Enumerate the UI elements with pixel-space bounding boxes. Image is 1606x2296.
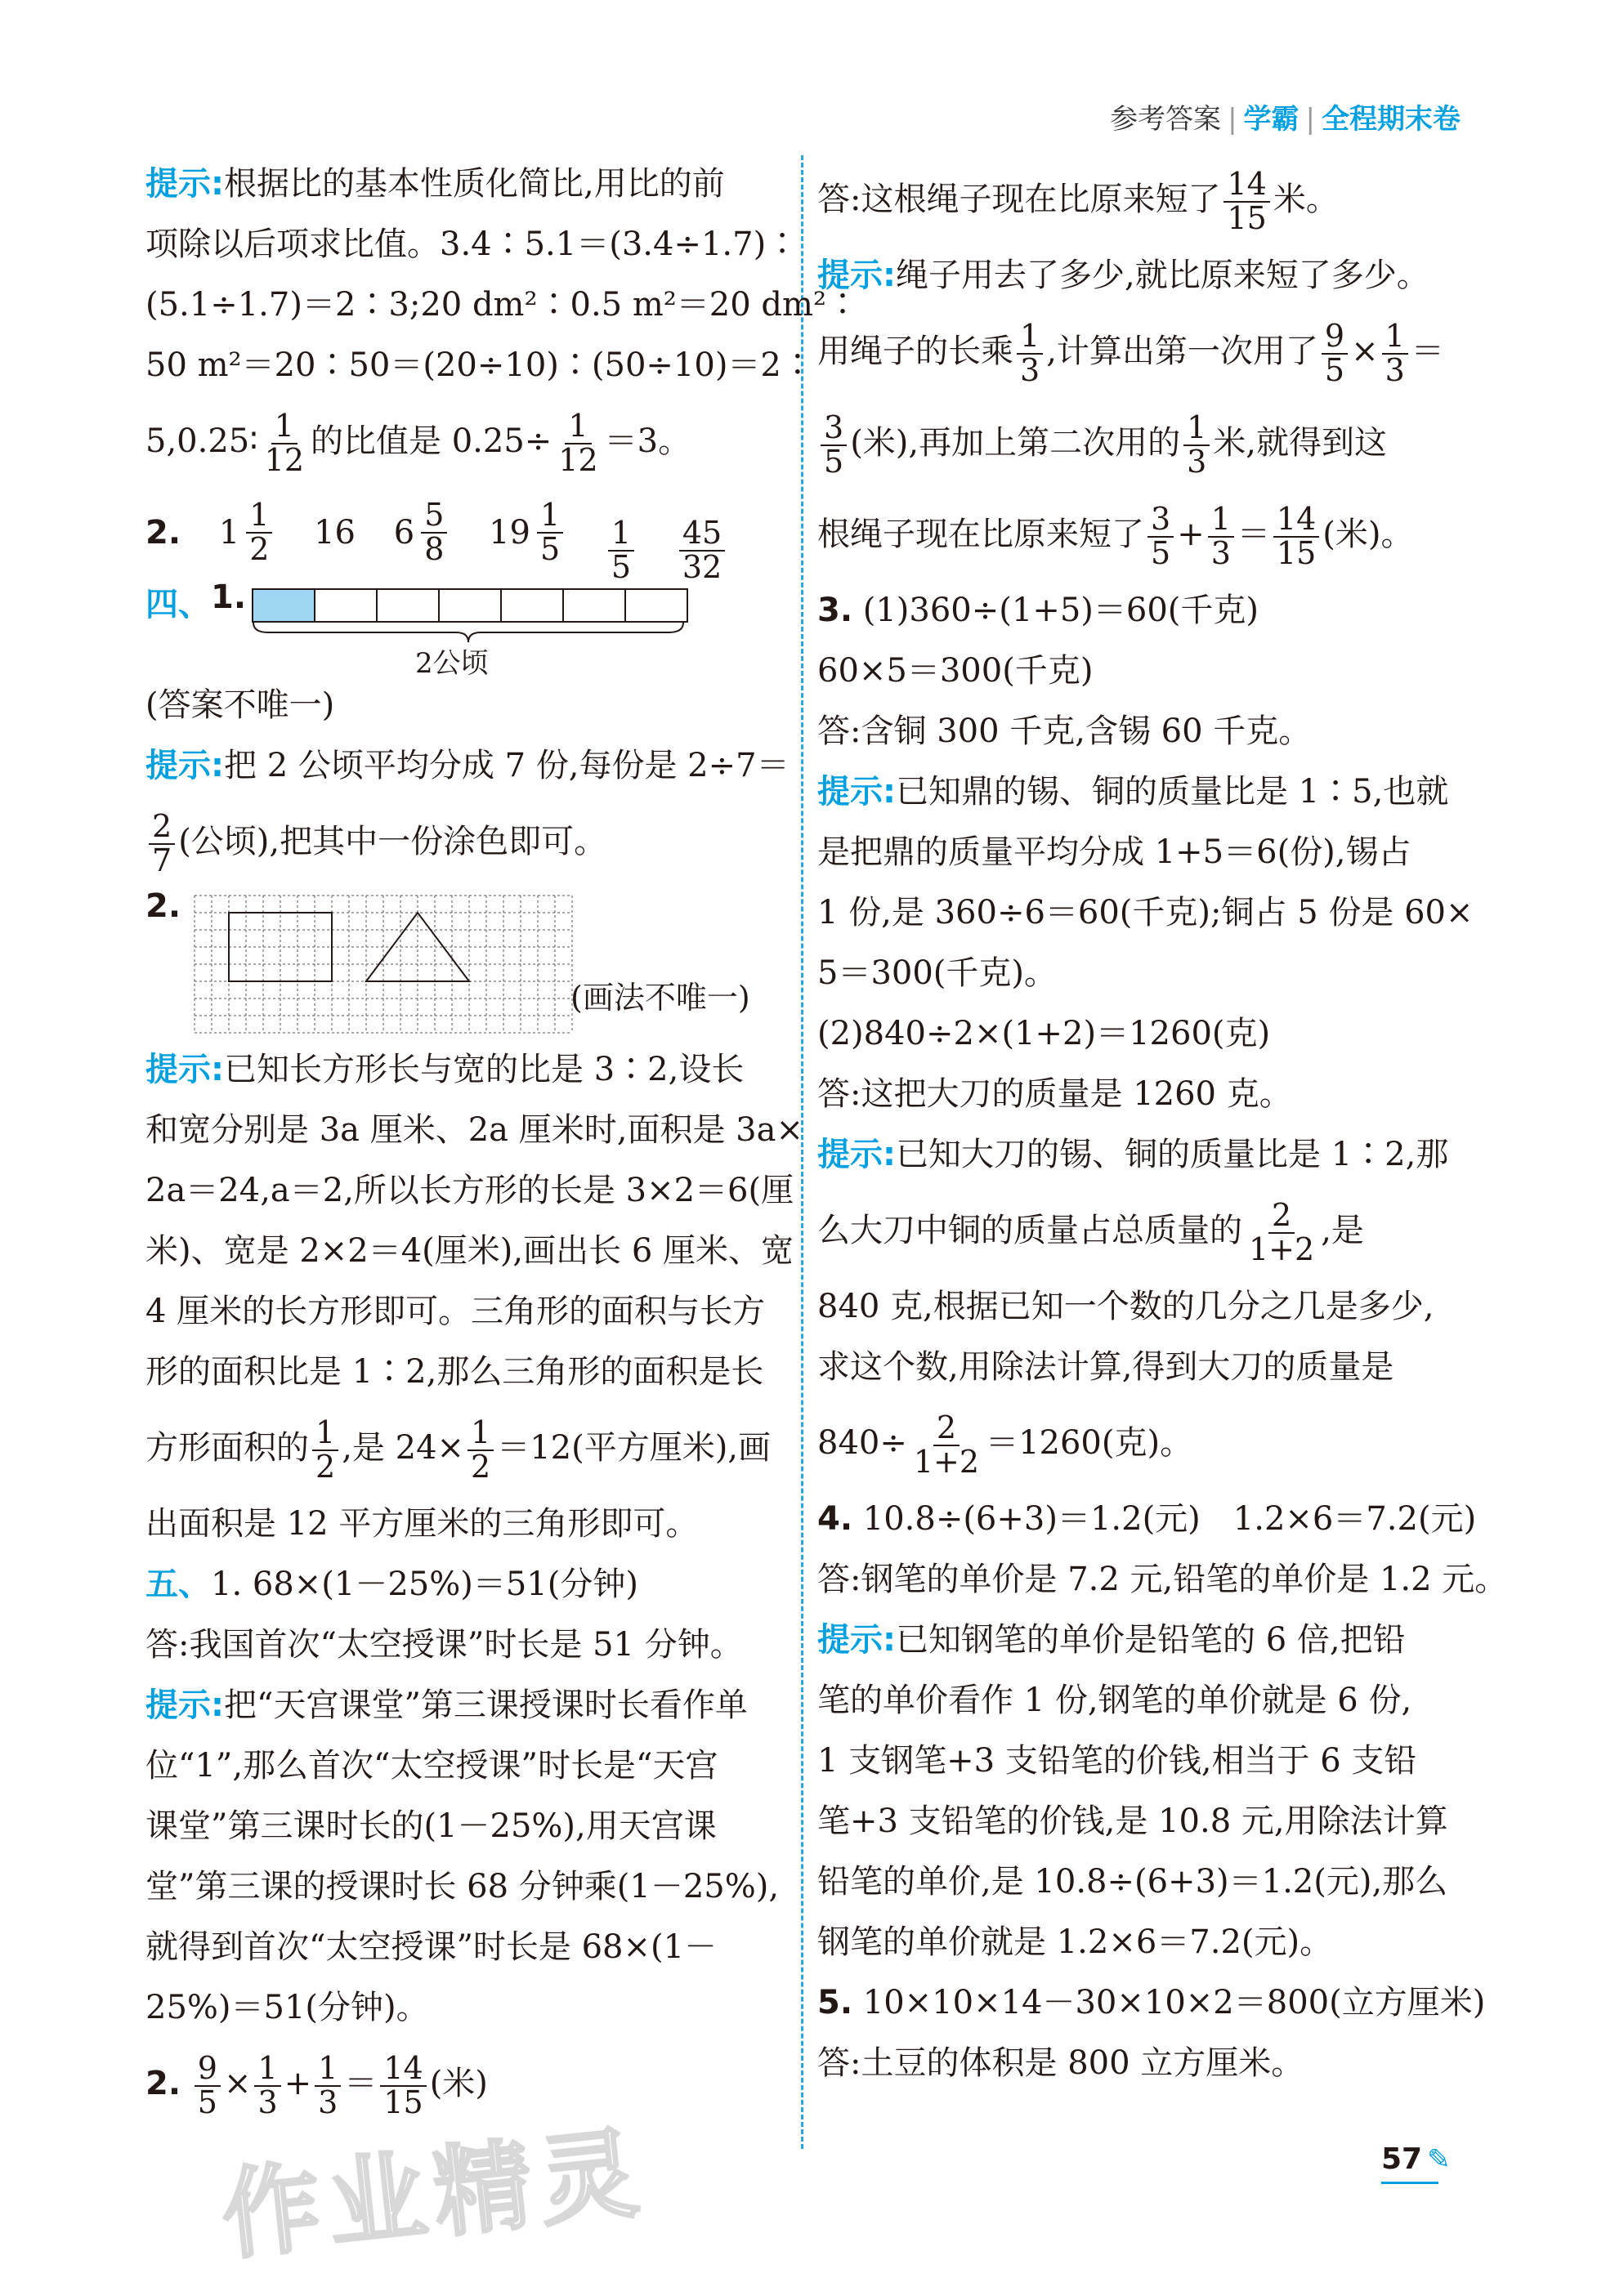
text-line: (2)840÷2×(1+2)＝1260(克) bbox=[817, 1015, 1271, 1052]
text-line: 和宽分别是 3a 厘米、2a 厘米时,面积是 3a× bbox=[145, 1111, 803, 1149]
dot-grid-drawing bbox=[178, 887, 562, 1039]
grid-figure: 2. (画法不唯一) bbox=[145, 887, 775, 1039]
text-line: 4 厘米的长方形即可。三角形的面积与长方 bbox=[145, 1293, 766, 1330]
text-line: 五、1. 68×(1－25%)＝51(分钟) bbox=[145, 1566, 638, 1603]
text-line: 形的面积比是 1∶2,那么三角形的面积是长 bbox=[145, 1353, 764, 1391]
shaded-part bbox=[253, 590, 315, 621]
fraction: $\frac{45}{32}$ bbox=[676, 517, 728, 584]
text-line: 出面积是 12 平方厘米的三角形即可。 bbox=[145, 1505, 699, 1543]
fraction: $\frac{1}{12}$ bbox=[558, 408, 598, 478]
text-line: 就得到首次“太空授课”时长是 68×(1－ bbox=[145, 1928, 718, 1966]
drawing-note: (画法不唯一) bbox=[570, 980, 750, 1016]
text-line: 堂”第三课的授课时长 68 分钟乘(1－25%), bbox=[145, 1868, 780, 1905]
text-line: 求这个数,用除法计算,得到大刀的质量是 bbox=[817, 1348, 1394, 1386]
mixed-number: 1 $\frac{1}{2}$ bbox=[219, 487, 276, 578]
text-line: 位“1”,那么首次“太空授课”时长是“天宫 bbox=[145, 1747, 718, 1785]
text-line: 用绳子的长乘 $\frac{1}{3}$ ,计算出第一次用了 $\frac{9}{5}$ × $\frac{1}{3}$ ＝ bbox=[817, 318, 1444, 388]
text-line: 840 克,根据已知一个数的几分之几是多少, bbox=[817, 1288, 1434, 1325]
text-line: 答:这把大刀的质量是 1260 克。 bbox=[817, 1075, 1292, 1113]
answer-list: 2. 1 $\frac{1}{2}$ 16 6 $\frac{5}{8}$ 19 $\frac{1}{5}$ $\frac{1}{5}$ $\frac{45}{32}$ bbox=[145, 487, 775, 578]
page-header: 参考答案 | 学霸 | 全程期末卷 bbox=[1110, 103, 1461, 136]
text-line: 方形面积的 $\frac{1}{2}$ ,是 24× $\frac{1}{2}$ ＝12(平方厘米),画 bbox=[145, 1414, 772, 1485]
text-line: 5,0.25∶ $\frac{1}{12}$ 的比值是 0.25÷ $\frac{1}{12}$ ＝3。 bbox=[145, 408, 691, 478]
text-line: 4. 10.8÷(6+3)＝1.2(元) 1.2×6＝7.2(元) bbox=[817, 1500, 1477, 1538]
text-line: 2a＝24,a＝2,所以长方形的长是 3×2＝6(厘 bbox=[145, 1172, 794, 1209]
text-line: 项除以后项求比值。3.4∶5.1＝(3.4÷1.7)∶ bbox=[145, 226, 799, 263]
text-line: 提示:已知长方形长与宽的比是 3∶2,设长 bbox=[145, 1051, 745, 1088]
text-line: 提示:绳子用去了多少,就比原来短了多少。 bbox=[817, 257, 1429, 294]
text-line: 提示:把“天宫课堂”第三课授课时长看作单 bbox=[145, 1686, 748, 1724]
text-line: 笔的单价看作 1 份,钢笔的单价就是 6 份, bbox=[817, 1682, 1412, 1719]
text-line: 是把鼎的质量平均分成 1+5＝6(份),锡占 bbox=[817, 833, 1411, 871]
text-line: (5.1÷1.7)＝2∶3;20 dm²∶0.5 m²＝20 dm²∶ bbox=[145, 286, 859, 324]
mixed-number: 19 $\frac{1}{5}$ bbox=[489, 487, 566, 578]
text-line: 课堂”第三课时长的(1－25%),用天宫课 bbox=[145, 1807, 717, 1845]
equation-line: 2. $\frac{9}{5}$ × $\frac{1}{3}$ + $\frac{1}{3}$ ＝ $\frac{14}{15}$ (米) bbox=[145, 2050, 488, 2120]
text-line: 答:这根绳子现在比原来短了 $\frac{14}{15}$ 米。 bbox=[817, 166, 1339, 236]
column-divider bbox=[801, 155, 803, 2149]
fraction: $\frac{1}{12}$ bbox=[264, 408, 304, 478]
text-line: 提示:已知大刀的锡、铜的质量比是 1∶2,那 bbox=[817, 1136, 1449, 1173]
text-line: 答:土豆的体积是 800 立方厘米。 bbox=[817, 2044, 1304, 2082]
text-line: 60×5＝300(千克) bbox=[817, 652, 1094, 690]
text-line: 么大刀中铜的质量占总质量的 $\frac{2}{1+2}$ ,是 bbox=[817, 1197, 1364, 1267]
text-line: 答:含铜 300 千克,含锡 60 千克。 bbox=[817, 712, 1312, 750]
bar-figure: 四、 1. 2公顷 bbox=[145, 578, 775, 675]
text-line: 提示:把 2 公顷平均分成 7 份,每份是 2÷7＝ bbox=[145, 747, 790, 784]
right-column bbox=[817, 154, 1508, 2093]
page-number: 57 ✎ bbox=[1381, 2142, 1451, 2176]
fraction: $\frac{1}{5}$ bbox=[605, 517, 637, 584]
text-line: 1 份,是 360÷6＝60(千克);铜占 5 份是 60× bbox=[817, 894, 1474, 931]
text-line: 25%)＝51(分钟)。 bbox=[145, 1989, 429, 2026]
hectare-bar bbox=[252, 588, 688, 623]
text-line: 840÷ $\frac{2}{1+2}$ ＝1260(克)。 bbox=[817, 1409, 1193, 1480]
bar-label: 2公顷 bbox=[415, 647, 489, 680]
watermark: 作业精灵 bbox=[217, 2116, 651, 2274]
text-line: 3. (1)360÷(1+5)＝60(千克) bbox=[817, 592, 1259, 629]
text-line: 米)、宽是 2×2＝4(厘米),画出长 6 厘米、宽 bbox=[145, 1232, 794, 1270]
header-answer-key: 参考答案 bbox=[1110, 103, 1222, 136]
text-line: (答案不唯一) bbox=[145, 686, 335, 724]
text-line: 铅笔的单价,是 10.8÷(6+3)＝1.2(元),那么 bbox=[817, 1863, 1448, 1901]
text-line: 5＝300(千克)。 bbox=[817, 954, 1058, 992]
left-column bbox=[145, 154, 859, 2129]
text-line: 提示:根据比的基本性质化简比,用比的前 bbox=[145, 165, 725, 203]
header-brand: 学霸 bbox=[1243, 103, 1300, 136]
text-line: 5. 10×10×14－30×10×2＝800(立方厘米) bbox=[817, 1984, 1486, 2021]
number: 16 bbox=[314, 514, 356, 552]
text-line: 1 支钢笔+3 支铅笔的价钱,相当于 6 支铅 bbox=[817, 1742, 1417, 1780]
text-line: $\frac{3}{5}$ (米),再加上第二次用的 $\frac{1}{3}$ 米,就得到这 bbox=[817, 397, 1447, 489]
text-line: 钢笔的单价就是 1.2×6＝7.2(元)。 bbox=[817, 1923, 1333, 1961]
text-line: 50 m²＝20∶50＝(20÷10)∶(50÷10)＝2∶ bbox=[145, 346, 814, 384]
text-line: 答:钢笔的单价是 7.2 元,铅笔的单价是 1.2 元。 bbox=[817, 1561, 1508, 1598]
text-line: 根绳子现在比原来短了 $\frac{3}{5}$ + $\frac{1}{3}$ ＝ $\frac{14}{15}$ (米)。 bbox=[817, 501, 1414, 571]
text-line: 答:我国首次“太空授课”时长是 51 分钟。 bbox=[145, 1626, 743, 1664]
text-line: 提示:已知鼎的锡、铜的质量比是 1∶5,也就 bbox=[817, 773, 1449, 811]
text-line: 笔+3 支铅笔的价钱,是 10.8 元,用除法计算 bbox=[817, 1802, 1448, 1840]
header-series: 全程期末卷 bbox=[1322, 103, 1461, 136]
text-line: $\frac{2}{7}$ (公顷),把其中一份涂色即可。 bbox=[145, 796, 775, 887]
pencil-icon: ✎ bbox=[1427, 2143, 1451, 2176]
mixed-number: 6 $\frac{5}{8}$ bbox=[394, 487, 451, 578]
text-line: 提示:已知钢笔的单价是铅笔的 6 倍,把铅 bbox=[817, 1621, 1406, 1659]
